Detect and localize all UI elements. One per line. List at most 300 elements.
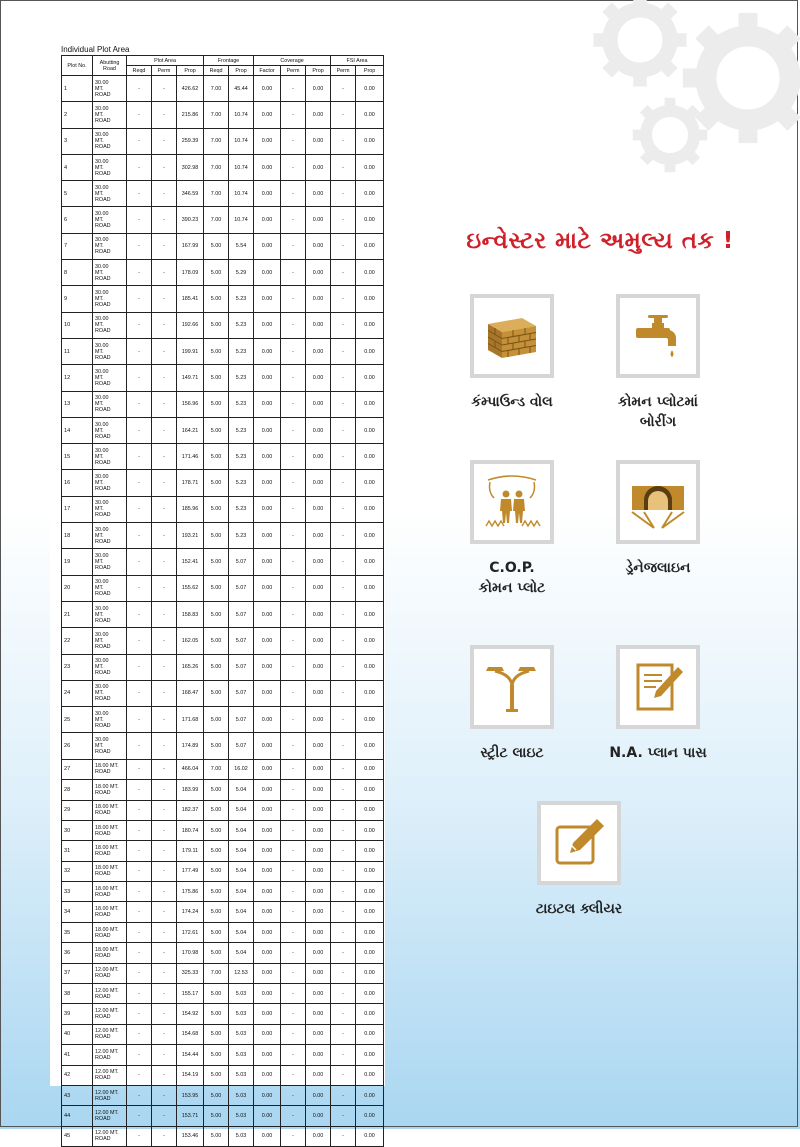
fr-prop-cell: 5.23 [229, 338, 254, 364]
cov-perm-cell: - [281, 861, 306, 881]
cov-perm-cell: - [281, 984, 306, 1004]
fsi-perm-cell: - [331, 861, 356, 881]
cov-prop-cell: 0.00 [306, 76, 331, 102]
plot-no-cell: 27 [62, 759, 93, 779]
fr-prop-cell: 5.04 [229, 780, 254, 800]
road-line: 30.00 [95, 631, 109, 638]
fsi-prop-cell: 0.00 [356, 882, 384, 902]
fr-prop-cell: 5.07 [229, 654, 254, 680]
pa-prop-cell: 183.99 [177, 780, 204, 800]
fr-reqd-cell: 5.00 [204, 820, 229, 840]
fsi-prop-cell: 0.00 [356, 444, 384, 470]
fsi-perm-cell: - [331, 260, 356, 286]
pa-prop-cell: 177.49 [177, 861, 204, 881]
fr-prop-cell: 5.03 [229, 1126, 254, 1146]
fr-prop-cell: 5.54 [229, 233, 254, 259]
fsi-perm-cell: - [331, 680, 356, 706]
fr-reqd-cell: 5.00 [204, 943, 229, 963]
plot-no-cell: 35 [62, 922, 93, 942]
fsi-prop-cell: 0.00 [356, 922, 384, 942]
pa-perm-cell: - [152, 470, 177, 496]
fsi-prop-cell: 0.00 [356, 470, 384, 496]
fr-reqd-cell: 5.00 [204, 1024, 229, 1044]
plot-no-cell: 41 [62, 1045, 93, 1065]
cov-perm-cell: - [281, 1065, 306, 1085]
fsi-perm-cell: - [331, 1085, 356, 1105]
feature-label: સ્ટ્રીટ લાઇટ [480, 745, 544, 761]
plot-no-cell: 5 [62, 181, 93, 207]
plot-no-cell: 20 [62, 575, 93, 601]
pa-reqd-cell: - [127, 984, 152, 1004]
fr-prop-cell: 5.07 [229, 628, 254, 654]
pa-reqd-cell: - [127, 963, 152, 983]
abutting-road-cell [93, 680, 127, 706]
fsi-prop-cell: 0.00 [356, 1106, 384, 1126]
pa-reqd-cell: - [127, 1126, 152, 1146]
plot-no-cell: 22 [62, 628, 93, 654]
fr-reqd-cell: 5.00 [204, 233, 229, 259]
table-row [62, 181, 384, 207]
road-line: ROAD [95, 117, 111, 124]
plot-no-cell: 12 [62, 365, 93, 391]
fsi-perm-cell: - [331, 207, 356, 233]
header-cov-factor: Factor [254, 66, 281, 76]
table-row [62, 286, 384, 312]
fr-reqd-cell: 5.00 [204, 1106, 229, 1126]
fsi-perm-cell: - [331, 943, 356, 963]
pa-perm-cell: - [152, 1065, 177, 1085]
fsi-prop-cell: 0.00 [356, 654, 384, 680]
road-line: 30.00 [95, 658, 109, 665]
road-line: ROAD [95, 223, 111, 230]
abutting-road-cell [93, 902, 127, 922]
cov-factor-cell: 0.00 [254, 549, 281, 575]
header-cov-prop: Prop [306, 66, 331, 76]
cov-perm-cell: - [281, 233, 306, 259]
pa-prop-cell: 153.46 [177, 1126, 204, 1146]
cov-perm-cell: - [281, 76, 306, 102]
pa-reqd-cell: - [127, 575, 152, 601]
fr-reqd-cell: 5.00 [204, 800, 229, 820]
cov-prop-cell: 0.00 [306, 128, 331, 154]
abutting-road-cell [93, 1024, 127, 1044]
plot-no-cell: 29 [62, 800, 93, 820]
fsi-perm-cell: - [331, 1004, 356, 1024]
fr-reqd-cell: 5.00 [204, 470, 229, 496]
cov-perm-cell: - [281, 628, 306, 654]
cov-prop-cell: 0.00 [306, 286, 331, 312]
plot-no-cell: 21 [62, 601, 93, 627]
plot-no-cell: 13 [62, 391, 93, 417]
fr-reqd-cell: 7.00 [204, 76, 229, 102]
road-line: MT. [95, 690, 104, 697]
fr-reqd-cell: 5.00 [204, 654, 229, 680]
pa-reqd-cell: - [127, 286, 152, 312]
cov-perm-cell: - [281, 1004, 306, 1024]
header-fsi-perm: Perm [331, 66, 356, 76]
cov-prop-cell: 0.00 [306, 365, 331, 391]
plot-no-cell: 33 [62, 882, 93, 902]
fr-prop-cell: 5.07 [229, 707, 254, 733]
road-line: 30.00 [95, 158, 109, 165]
fsi-perm-cell: - [331, 128, 356, 154]
fsi-perm-cell: - [331, 181, 356, 207]
fsi-prop-cell: 0.00 [356, 391, 384, 417]
cov-perm-cell: - [281, 943, 306, 963]
drainage-icon [628, 472, 688, 532]
plot-no-cell: 18 [62, 523, 93, 549]
road-line: ROAD [95, 1095, 111, 1102]
fr-prop-cell: 5.03 [229, 1085, 254, 1105]
pa-reqd-cell: - [127, 861, 152, 881]
pa-prop-cell: 154.44 [177, 1045, 204, 1065]
plot-no-cell: 28 [62, 780, 93, 800]
fsi-perm-cell: - [331, 154, 356, 180]
pa-prop-cell: 158.83 [177, 601, 204, 627]
table-row [62, 76, 384, 102]
fsi-perm-cell: - [331, 1045, 356, 1065]
cov-perm-cell: - [281, 338, 306, 364]
road-line: ROAD [95, 1034, 111, 1041]
road-line: ROAD [95, 459, 111, 466]
road-line: 30.00 [95, 132, 109, 139]
cov-prop-cell: 0.00 [306, 628, 331, 654]
fsi-perm-cell: - [331, 102, 356, 128]
fsi-perm-cell: - [331, 820, 356, 840]
road-line: MT. [95, 427, 104, 434]
fr-prop-cell: 5.03 [229, 1004, 254, 1024]
cov-prop-cell: 0.00 [306, 707, 331, 733]
table-row [62, 800, 384, 820]
pa-perm-cell: - [152, 861, 177, 881]
plot-no-cell: 10 [62, 312, 93, 338]
cov-perm-cell: - [281, 523, 306, 549]
fr-reqd-cell: 5.00 [204, 286, 229, 312]
road-line: ROAD [95, 810, 111, 817]
abutting-road-cell [93, 861, 127, 881]
abutting-road-cell [93, 707, 127, 733]
pa-prop-cell: 192.66 [177, 312, 204, 338]
road-line: 18.00 MT. [95, 783, 119, 790]
cov-prop-cell: 0.00 [306, 902, 331, 922]
pa-prop-cell: 426.62 [177, 76, 204, 102]
road-line: MT. [95, 611, 104, 618]
road-line: ROAD [95, 891, 111, 898]
pa-prop-cell: 154.92 [177, 1004, 204, 1024]
road-line: MT. [95, 585, 104, 592]
plot-no-cell: 44 [62, 1106, 93, 1126]
pa-perm-cell: - [152, 800, 177, 820]
road-line: 12.00 MT. [95, 1110, 119, 1117]
cov-perm-cell: - [281, 902, 306, 922]
fsi-perm-cell: - [331, 76, 356, 102]
pa-prop-cell: 178.09 [177, 260, 204, 286]
fsi-perm-cell: - [331, 882, 356, 902]
fr-reqd-cell: 5.00 [204, 628, 229, 654]
pa-prop-cell: 174.24 [177, 902, 204, 922]
fsi-prop-cell: 0.00 [356, 312, 384, 338]
table-row [62, 496, 384, 522]
plot-no-cell: 30 [62, 820, 93, 840]
road-line: ROAD [95, 769, 111, 776]
cov-prop-cell: 0.00 [306, 922, 331, 942]
pa-perm-cell: - [152, 882, 177, 902]
cov-factor-cell: 0.00 [254, 233, 281, 259]
table-row [62, 470, 384, 496]
pa-perm-cell: - [152, 286, 177, 312]
pa-perm-cell: - [152, 733, 177, 759]
pa-prop-cell: 180.74 [177, 820, 204, 840]
fr-prop-cell: 10.74 [229, 154, 254, 180]
cov-factor-cell: 0.00 [254, 882, 281, 902]
plot-no-cell: 4 [62, 154, 93, 180]
road-line: MT. [95, 164, 104, 171]
pa-perm-cell: - [152, 1024, 177, 1044]
fr-reqd-cell: 5.00 [204, 417, 229, 443]
abutting-road-cell [93, 444, 127, 470]
fsi-perm-cell: - [331, 841, 356, 861]
pa-reqd-cell: - [127, 1024, 152, 1044]
fr-prop-cell: 5.04 [229, 902, 254, 922]
fr-prop-cell: 5.07 [229, 549, 254, 575]
plot-no-cell: 2 [62, 102, 93, 128]
fr-reqd-cell: 5.00 [204, 1065, 229, 1085]
fsi-prop-cell: 0.00 [356, 523, 384, 549]
road-line: 12.00 MT. [95, 1048, 119, 1055]
header-pa-reqd: Reqd [127, 66, 152, 76]
table-row [62, 841, 384, 861]
gears-decoration-icon [570, 0, 800, 230]
pa-reqd-cell: - [127, 338, 152, 364]
pa-reqd-cell: - [127, 628, 152, 654]
cov-perm-cell: - [281, 759, 306, 779]
fsi-prop-cell: 0.00 [356, 1045, 384, 1065]
cov-prop-cell: 0.00 [306, 680, 331, 706]
table-row [62, 1085, 384, 1105]
fr-prop-cell: 10.74 [229, 181, 254, 207]
cov-perm-cell: - [281, 800, 306, 820]
cov-prop-cell: 0.00 [306, 841, 331, 861]
fsi-perm-cell: - [331, 902, 356, 922]
feature-na-plan-pass [568, 645, 748, 763]
plot-no-cell: 32 [62, 861, 93, 881]
fr-reqd-cell: 5.00 [204, 882, 229, 902]
pa-reqd-cell: - [127, 207, 152, 233]
table-row [62, 654, 384, 680]
road-line: MT. [95, 243, 104, 250]
pa-perm-cell: - [152, 654, 177, 680]
cov-perm-cell: - [281, 820, 306, 840]
cov-factor-cell: 0.00 [254, 1024, 281, 1044]
table-row [62, 312, 384, 338]
cov-prop-cell: 0.00 [306, 181, 331, 207]
pa-reqd-cell: - [127, 102, 152, 128]
cov-perm-cell: - [281, 312, 306, 338]
plot-no-cell: 1 [62, 76, 93, 102]
header-fr-prop: Prop [229, 66, 254, 76]
table-row [62, 780, 384, 800]
cov-perm-cell: - [281, 1126, 306, 1146]
table-row [62, 1024, 384, 1044]
road-line: MT. [95, 322, 104, 329]
pa-perm-cell: - [152, 102, 177, 128]
cov-perm-cell: - [281, 260, 306, 286]
fr-prop-cell: 5.23 [229, 417, 254, 443]
cov-perm-cell: - [281, 181, 306, 207]
cov-perm-cell: - [281, 575, 306, 601]
plot-no-cell: 3 [62, 128, 93, 154]
fr-prop-cell: 5.03 [229, 1065, 254, 1085]
cov-factor-cell: 0.00 [254, 575, 281, 601]
road-line: 30.00 [95, 316, 109, 323]
cov-prop-cell: 0.00 [306, 444, 331, 470]
cov-factor-cell: 0.00 [254, 841, 281, 861]
cov-prop-cell: 0.00 [306, 861, 331, 881]
table-row [62, 943, 384, 963]
cov-factor-cell: 0.00 [254, 1045, 281, 1065]
cov-factor-cell: 0.00 [254, 820, 281, 840]
road-line: 18.00 MT. [95, 824, 119, 831]
road-line: ROAD [95, 973, 111, 980]
pa-reqd-cell: - [127, 707, 152, 733]
cov-prop-cell: 0.00 [306, 1106, 331, 1126]
fsi-perm-cell: - [331, 1106, 356, 1126]
plot-table-body [62, 76, 384, 1147]
cov-factor-cell: 0.00 [254, 207, 281, 233]
road-line: ROAD [95, 789, 111, 796]
pa-perm-cell: - [152, 154, 177, 180]
pa-reqd-cell: - [127, 76, 152, 102]
cov-factor-cell: 0.00 [254, 417, 281, 443]
pa-reqd-cell: - [127, 444, 152, 470]
plot-no-cell: 43 [62, 1085, 93, 1105]
fsi-perm-cell: - [331, 963, 356, 983]
header-group-coverage: Coverage [254, 56, 331, 66]
table-row [62, 733, 384, 759]
pa-prop-cell: 466.04 [177, 759, 204, 779]
cov-perm-cell: - [281, 496, 306, 522]
fsi-perm-cell: - [331, 780, 356, 800]
cov-perm-cell: - [281, 207, 306, 233]
cov-factor-cell: 0.00 [254, 963, 281, 983]
cov-perm-cell: - [281, 286, 306, 312]
pa-perm-cell: - [152, 780, 177, 800]
fr-prop-cell: 10.74 [229, 102, 254, 128]
pa-prop-cell: 185.41 [177, 286, 204, 312]
table-row [62, 154, 384, 180]
pa-prop-cell: 171.68 [177, 707, 204, 733]
fr-reqd-cell: 7.00 [204, 154, 229, 180]
pa-reqd-cell: - [127, 523, 152, 549]
cov-prop-cell: 0.00 [306, 102, 331, 128]
abutting-road-cell [93, 260, 127, 286]
pa-perm-cell: - [152, 496, 177, 522]
cov-factor-cell: 0.00 [254, 470, 281, 496]
cov-prop-cell: 0.00 [306, 601, 331, 627]
pa-perm-cell: - [152, 759, 177, 779]
cov-factor-cell: 0.00 [254, 1106, 281, 1126]
table-row [62, 963, 384, 983]
fsi-prop-cell: 0.00 [356, 128, 384, 154]
cov-perm-cell: - [281, 1045, 306, 1065]
table-row [62, 601, 384, 627]
abutting-road-cell [93, 1126, 127, 1146]
pa-prop-cell: 175.86 [177, 882, 204, 902]
fr-prop-cell: 5.04 [229, 861, 254, 881]
fsi-prop-cell: 0.00 [356, 759, 384, 779]
fr-reqd-cell: 5.00 [204, 496, 229, 522]
fsi-perm-cell: - [331, 549, 356, 575]
cov-factor-cell: 0.00 [254, 1126, 281, 1146]
pa-perm-cell: - [152, 523, 177, 549]
fsi-prop-cell: 0.00 [356, 628, 384, 654]
road-line: 18.00 MT. [95, 804, 119, 811]
road-line: ROAD [95, 722, 111, 729]
abutting-road-cell [93, 1065, 127, 1085]
road-line: 30.00 [95, 421, 109, 428]
road-line: ROAD [95, 830, 111, 837]
road-line: ROAD [95, 144, 111, 151]
road-line: ROAD [95, 249, 111, 256]
cov-perm-cell: - [281, 707, 306, 733]
cov-factor-cell: 0.00 [254, 496, 281, 522]
road-line: 30.00 [95, 79, 109, 86]
road-line: ROAD [95, 328, 111, 335]
road-line: ROAD [95, 564, 111, 571]
cov-factor-cell: 0.00 [254, 286, 281, 312]
pa-prop-cell: 172.61 [177, 922, 204, 942]
abutting-road-cell [93, 628, 127, 654]
abutting-road-cell [93, 496, 127, 522]
table-row [62, 102, 384, 128]
cov-factor-cell: 0.00 [254, 800, 281, 820]
fr-reqd-cell: 7.00 [204, 759, 229, 779]
fsi-prop-cell: 0.00 [356, 207, 384, 233]
cov-factor-cell: 0.00 [254, 128, 281, 154]
fsi-perm-cell: - [331, 601, 356, 627]
feature-label: ટાઇટલ ક્લીયર [535, 901, 623, 917]
cov-prop-cell: 0.00 [306, 523, 331, 549]
abutting-road-cell [93, 470, 127, 496]
street-light-icon [482, 657, 542, 717]
fsi-perm-cell: - [331, 496, 356, 522]
cov-factor-cell: 0.00 [254, 654, 281, 680]
fsi-prop-cell: 0.00 [356, 549, 384, 575]
road-line: ROAD [95, 871, 111, 878]
cov-perm-cell: - [281, 444, 306, 470]
cov-prop-cell: 0.00 [306, 882, 331, 902]
table-row [62, 338, 384, 364]
road-line: 18.00 MT. [95, 865, 119, 872]
cov-prop-cell: 0.00 [306, 654, 331, 680]
pa-reqd-cell: - [127, 1085, 152, 1105]
fr-prop-cell: 12.53 [229, 963, 254, 983]
road-line: MT. [95, 348, 104, 355]
road-line: 30.00 [95, 474, 109, 481]
fr-prop-cell: 5.23 [229, 391, 254, 417]
road-line: ROAD [95, 275, 111, 282]
pa-perm-cell: - [152, 1126, 177, 1146]
plot-no-cell: 45 [62, 1126, 93, 1146]
fr-prop-cell: 45.44 [229, 76, 254, 102]
abutting-road-cell [93, 391, 127, 417]
fr-prop-cell: 5.04 [229, 820, 254, 840]
abutting-road-cell [93, 207, 127, 233]
fsi-prop-cell: 0.00 [356, 181, 384, 207]
fr-reqd-cell: 5.00 [204, 391, 229, 417]
road-line: ROAD [95, 952, 111, 959]
fsi-perm-cell: - [331, 922, 356, 942]
